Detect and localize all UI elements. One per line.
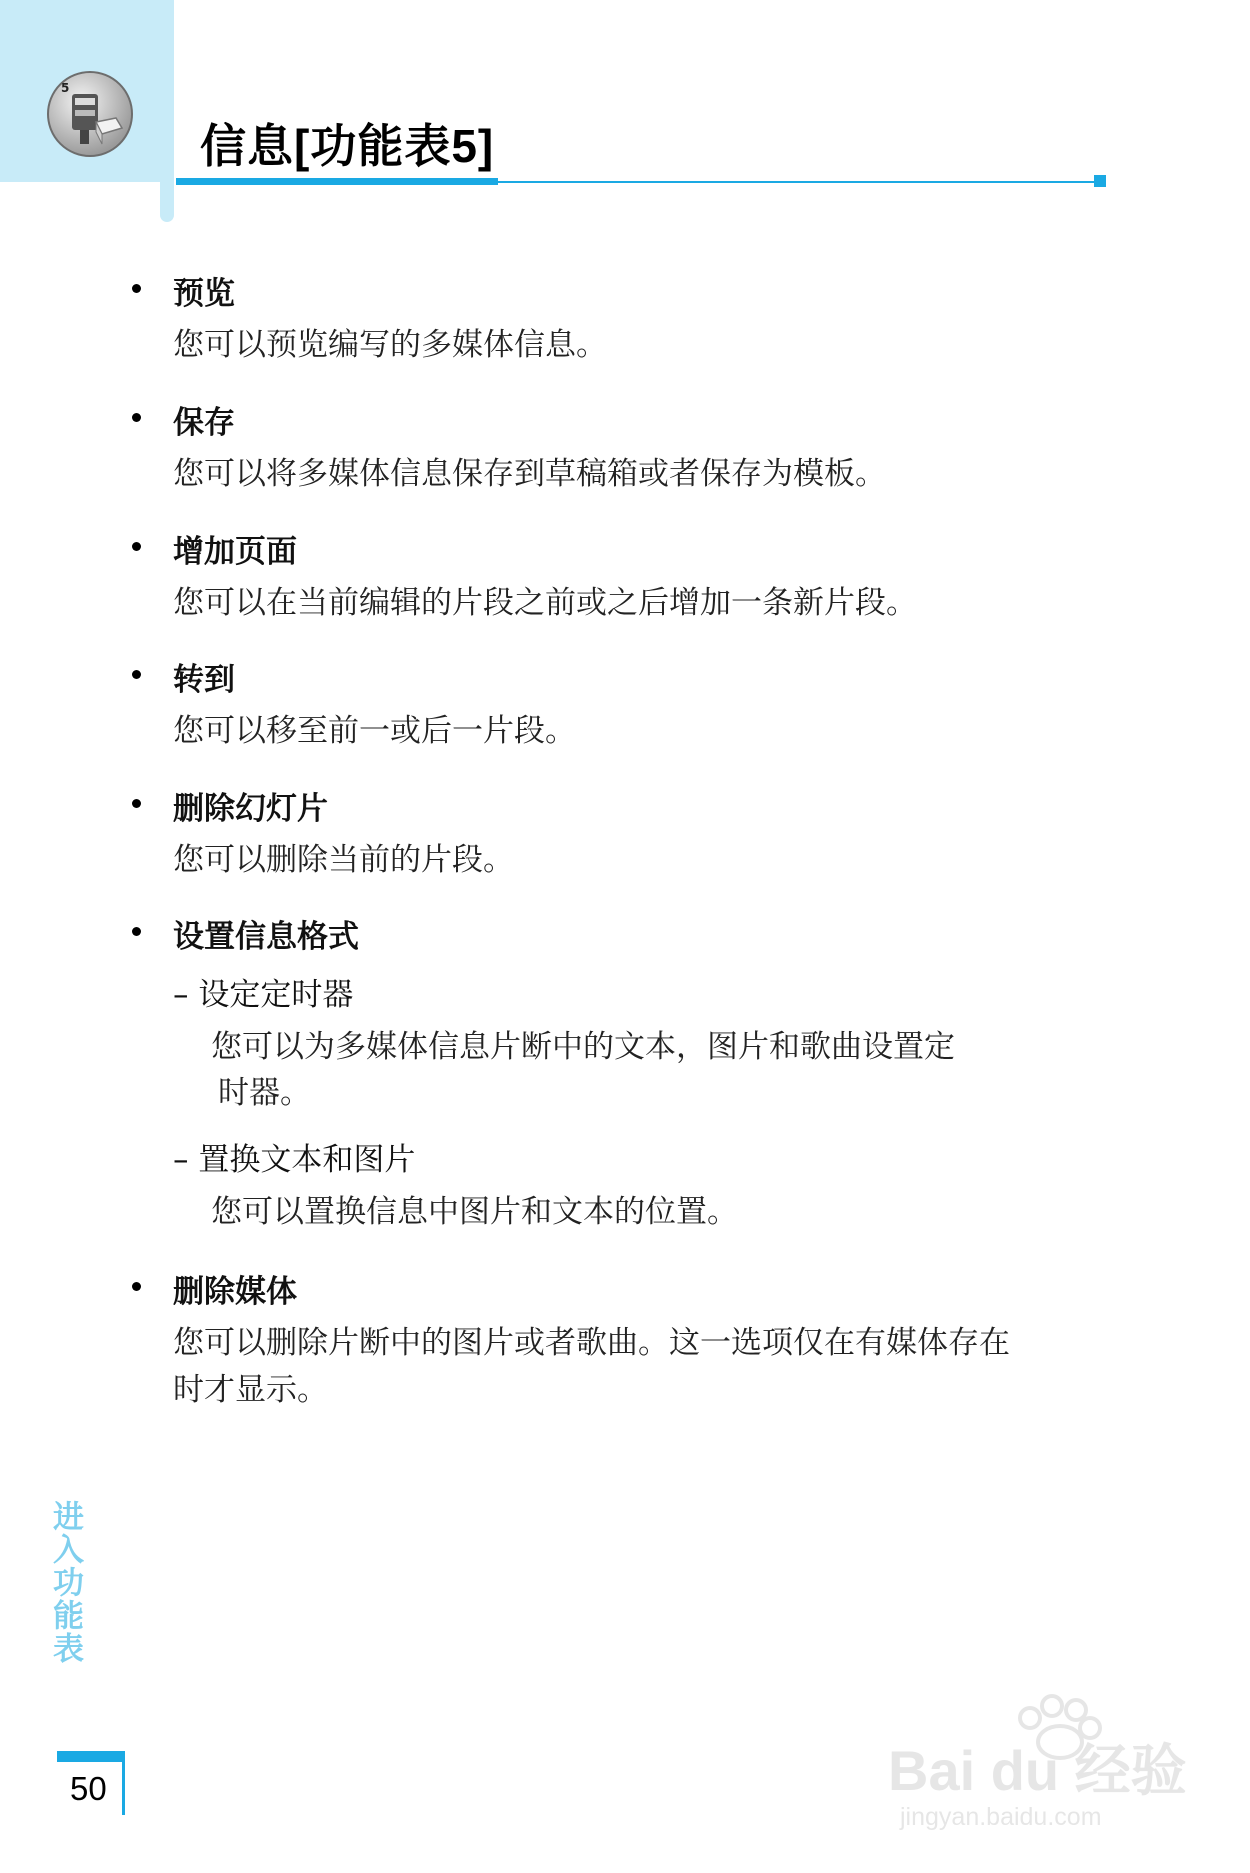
bullet-icon — [132, 413, 141, 422]
bullet-icon — [132, 284, 141, 293]
subitem-title: – 设定定时器 — [173, 977, 354, 1013]
watermark-url: jingyan.baidu.com — [900, 1803, 1102, 1830]
title-underline-thick — [176, 178, 498, 185]
item-description: 时才显示。 — [173, 1372, 328, 1408]
chapter-number: 5 — [61, 81, 70, 95]
bullet-icon — [132, 542, 141, 551]
watermark-logo-text: Bai du 经验 — [888, 1739, 1187, 1802]
page-number: 50 — [70, 1770, 107, 1807]
mailbox-icon — [46, 70, 134, 158]
item-description: 您可以预览编写的多媒体信息。 — [173, 327, 607, 363]
bullet-icon — [132, 927, 141, 936]
subitem-description: 您可以置换信息中图片和文本的位置。 — [211, 1194, 738, 1230]
footer-divider — [122, 1751, 125, 1815]
item-description: 您可以移至前一或后一片段。 — [173, 713, 576, 749]
item-description: 您可以删除片断中的图片或者歌曲。这一选项仅在有媒体存在 — [173, 1325, 1010, 1361]
item-title: 预览 — [173, 276, 235, 312]
bullet-icon — [132, 1282, 141, 1291]
chapter-tab-rod — [160, 0, 174, 222]
page-title: 信息[功能表5] — [200, 120, 495, 172]
title-underline-thin — [498, 181, 1100, 183]
title-underline-end-square — [1094, 175, 1106, 187]
baidu-jingyan-watermark — [880, 1680, 1210, 1830]
subitem-description: 您可以为多媒体信息片断中的文本，图片和歌曲设置定 — [211, 1029, 955, 1065]
item-title: 删除媒体 — [173, 1274, 297, 1310]
item-description: 您可以将多媒体信息保存到草稿箱或者保存为模板。 — [173, 456, 886, 492]
item-title: 保存 — [173, 405, 235, 441]
subitem-description: 时器。 — [218, 1075, 311, 1111]
item-title: 转到 — [173, 662, 235, 698]
item-description: 您可以删除当前的片段。 — [173, 842, 514, 878]
footer-bar — [57, 1751, 125, 1762]
item-title: 设置信息格式 — [173, 919, 359, 955]
bullet-icon — [132, 799, 141, 808]
item-description: 您可以在当前编辑的片段之前或之后增加一条新片段。 — [173, 585, 917, 621]
item-title: 删除幻灯片 — [173, 791, 328, 827]
subitem-title: – 置换文本和图片 — [173, 1142, 416, 1178]
side-section-label: 进入功能表 — [47, 1500, 83, 1665]
item-title: 增加页面 — [173, 534, 297, 570]
bullet-icon — [132, 670, 141, 679]
